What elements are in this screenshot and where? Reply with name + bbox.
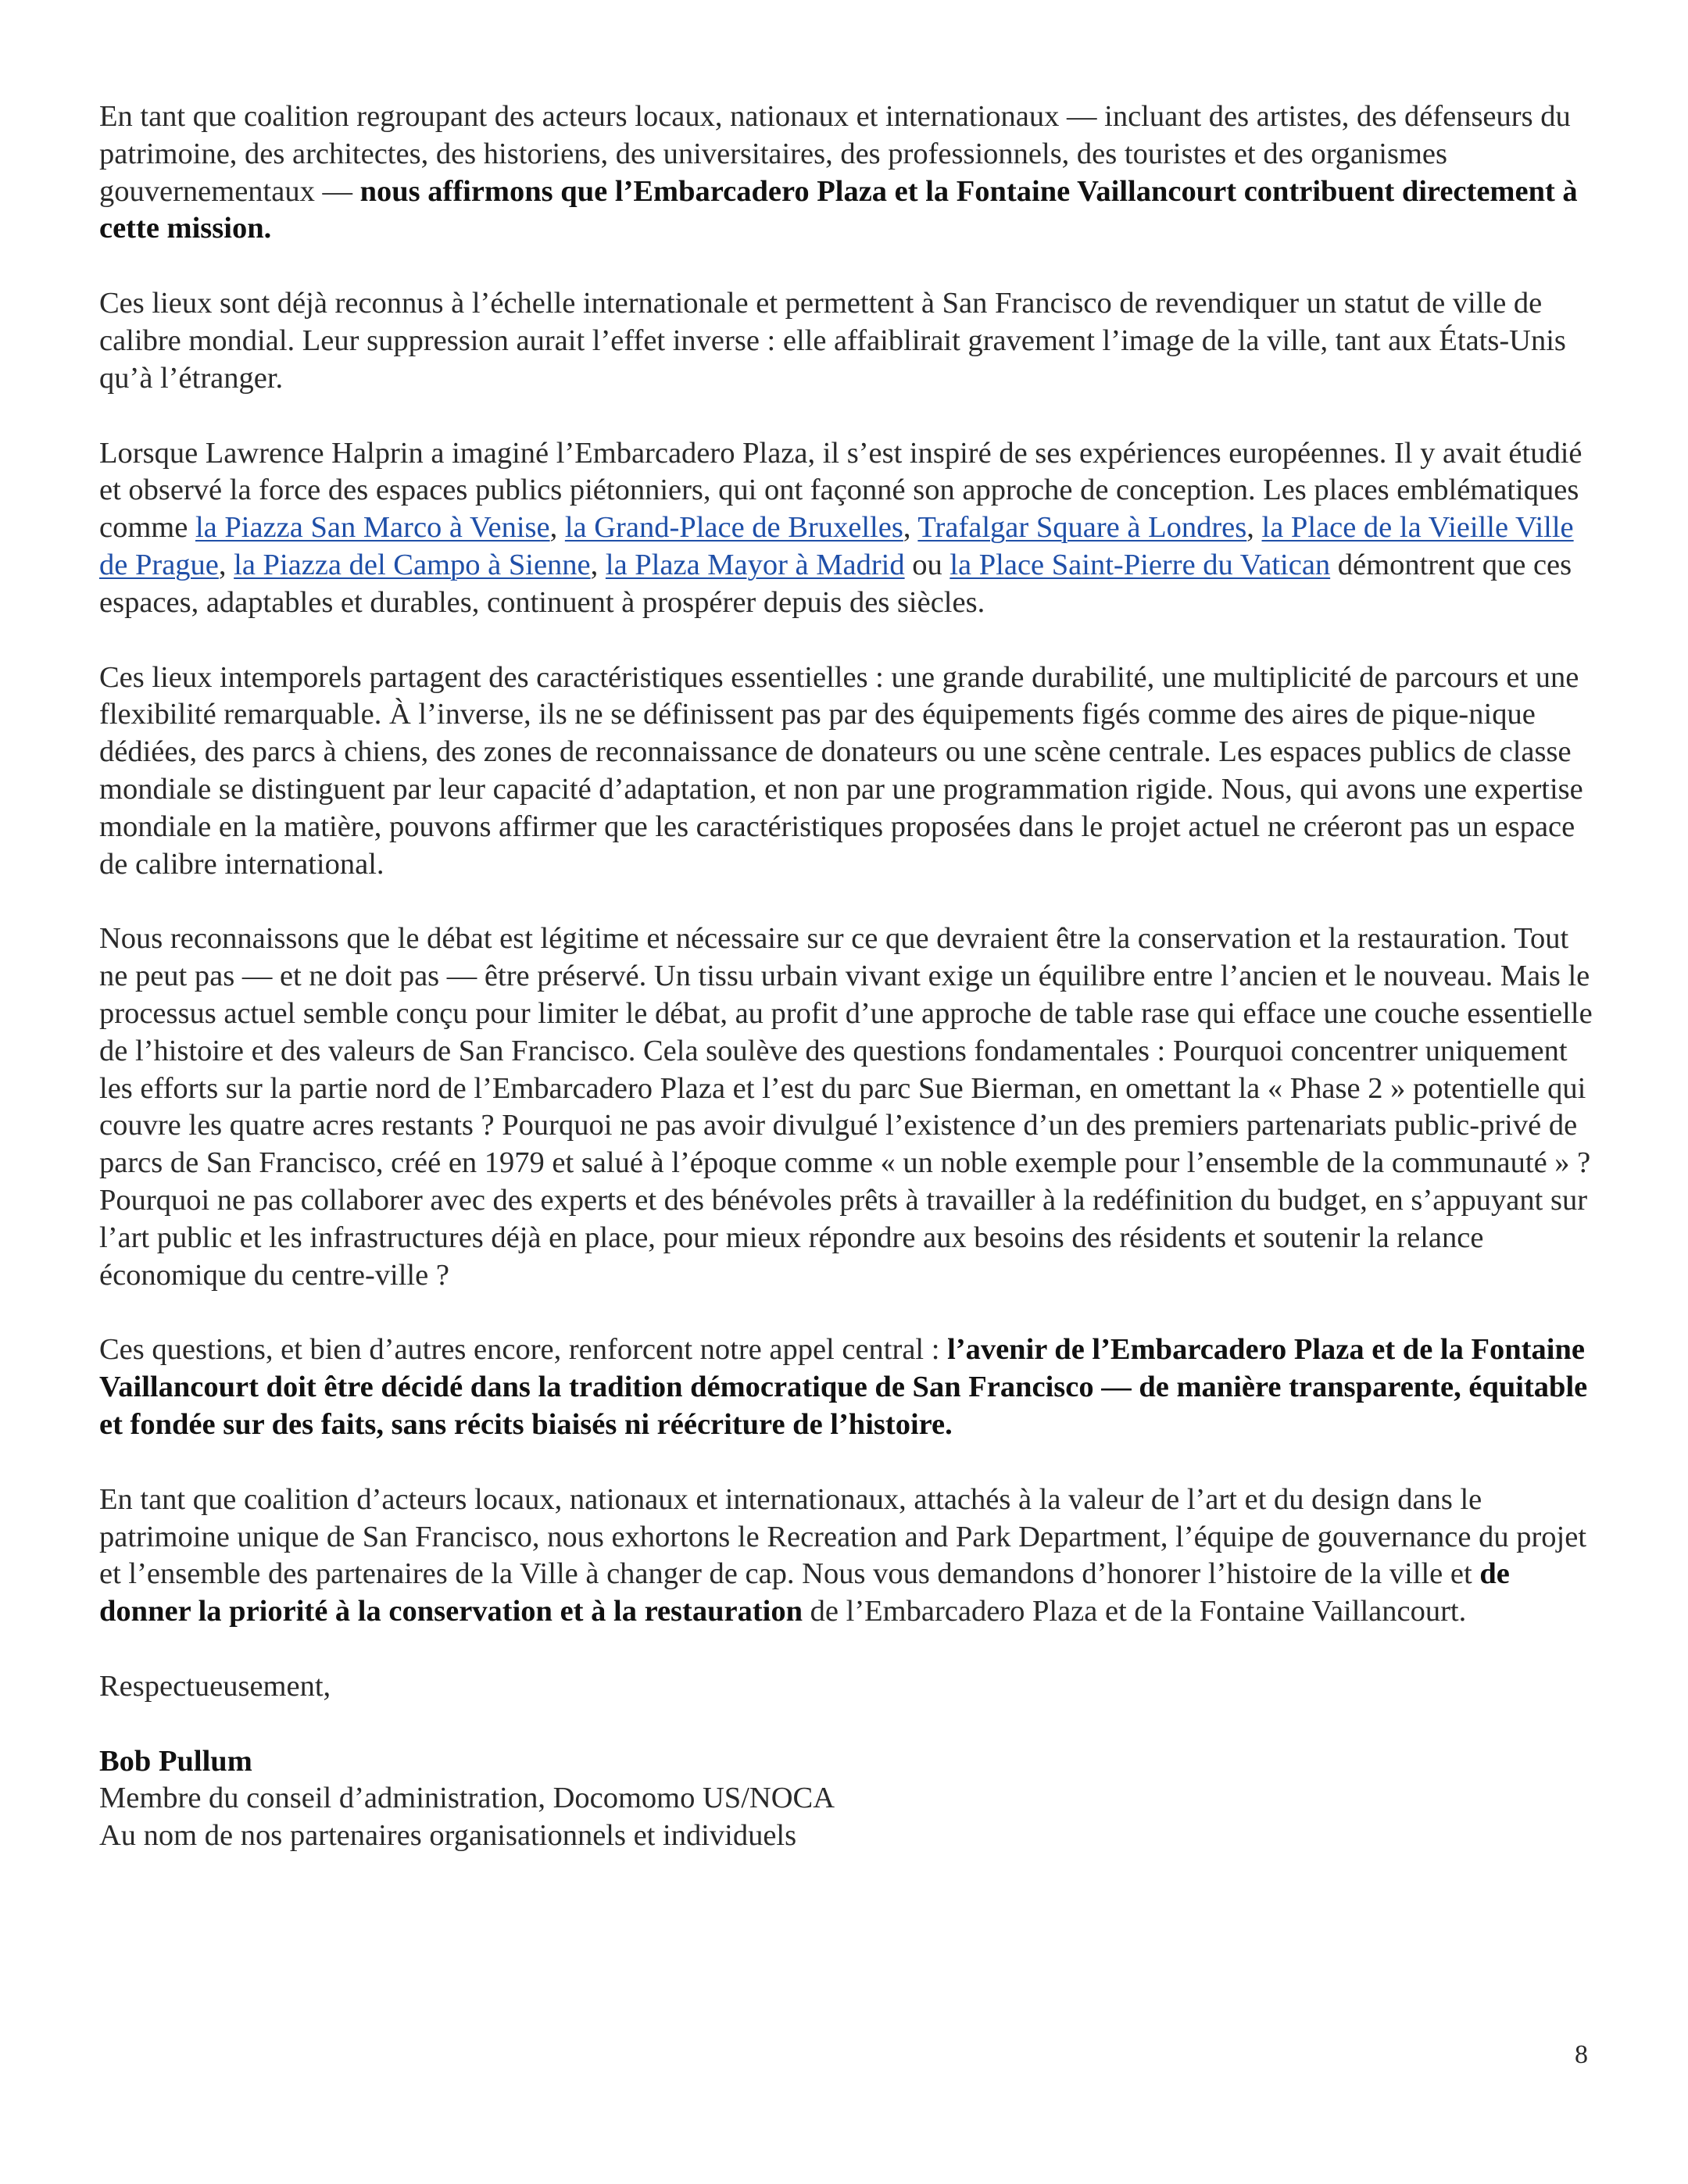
paragraph-text: démontrent que ces espaces, adaptables et durables, continuent à prospérer depuis des siècles.: [99, 548, 1572, 619]
page-number: 8: [1575, 2040, 1588, 2069]
signatory-title: Membre du conseil d’administration, Docomomo US/NOCA: [99, 1782, 835, 1815]
paragraph-legitimate-debate: [99, 920, 1596, 1294]
closing-salutation: Respectueusement,: [99, 1669, 331, 1703]
paragraph-emphasis: nous affirmons que l’Embarcadero Plaza et la Fontaine Vaillancourt contribuent directement à cette mission.: [99, 174, 1578, 245]
signatory-note: Au nom de nos partenaires organisationnels et individuels: [99, 1819, 797, 1853]
paragraph-text: Lorsque Lawrence Halprin a imaginé l’Embarcadero Plaza, il s’est inspiré de ses expériences européennes. Il y avait étudié et observé la force des espaces publics piétonniers, qui ont façonné son approche de conception. Les places emblématiques comme: [99, 436, 1582, 545]
paragraph-text: En tant que coalition d’acteurs locaux, nationaux et internationaux, attachés à la valeur de l’art et du design dans le patrimoine unique de San Francisco, nous exhortons le Recreation and Park Department, l’équipe de gouvernance du projet et l’ensemble des partenaires de la Ville à changer de cap. Nous vous demandons d’honorer l’histoire de la ville et: [99, 1482, 1587, 1591]
link-place-saint-pierre[interactable]: la Place Saint-Pierre du Vatican: [950, 548, 1331, 581]
paragraph-international-recognition: [99, 285, 1596, 397]
link-conjunction: ou: [904, 548, 950, 581]
link-separator: ,: [1246, 511, 1262, 545]
paragraph-text: de l’Embarcadero Plaza et de la Fontaine Vaillancourt.: [803, 1595, 1467, 1628]
link-separator: ,: [218, 548, 234, 581]
paragraph-halprin-inspiration: [99, 435, 1596, 622]
link-piazza-san-marco[interactable]: la Piazza San Marco à Venise: [195, 511, 550, 545]
paragraph-call-to-action: [99, 1482, 1596, 1631]
paragraph-text: Nous reconnaissons que le débat est légitime et nécessaire sur ce que devraient être la conservation et la restauration. Tout ne peut pas — et ne doit pas — être préservé. Un tissu urbain vivant exige un équilibre entre l’ancien et le nouveau. Mais le processus actuel semble conçu pour limiter le débat, au profit d’une approche de table rase qui efface une couche essentielle de l’histoire et des valeurs de San Francisco. Cela soulève des questions fondamentales : Pourquoi concentrer uniquement les efforts sur la partie nord de l’Embarcadero Plaza et l’est du parc Sue Bierman, en omettant la « Phase 2 » potentielle qui couvre les quatre acres restants ? Pourquoi ne pas avoir divulgué l’existence d’un des premiers partenariats public-privé de parcs de San Francisco, créé en 1979 et salué à l’époque comme « un noble exemple pour l’ensemble de la communauté » ? Pourquoi ne pas collaborer avec des experts et des bénévoles prêts à travailler à la redéfinition du budget, en s’appuyant sur l’art public et les infrastructures déjà en place, pour mieux répondre aux besoins des résidents et soutenir la relance économique du centre-ville ?: [99, 922, 1593, 1292]
link-piazza-del-campo[interactable]: la Piazza del Campo à Sienne: [234, 548, 591, 581]
paragraph-text: En tant que coalition regroupant des acteurs locaux, nationaux et internationaux — incluant des artistes, des défenseurs du patrimoine, des architectes, des historiens, des universitaires, des professionnels, des touristes et des organismes gouvernementaux —: [99, 100, 1571, 208]
link-separator: ,: [903, 511, 918, 545]
link-trafalgar-square[interactable]: Trafalgar Square à Londres: [917, 511, 1247, 545]
link-separator: ,: [549, 511, 565, 545]
paragraph-timeless-characteristics: [99, 659, 1596, 884]
link-separator: ,: [590, 548, 606, 581]
link-place-vieille-ville-prague[interactable]: la Place de la Vieille Ville de Prague: [99, 511, 1574, 581]
paragraph-coalition-mission: [99, 98, 1596, 248]
paragraph-emphasis: l’avenir de l’Embarcadero Plaza et de la Fontaine Vaillancourt doit être décidé dans la tradition démocratique de San Francisco — de manière transparente, équitable et fondée sur des faits, sans récits biaisés ni réécriture de l’histoire.: [99, 1333, 1588, 1441]
link-grand-place-bruxelles[interactable]: la Grand-Place de Bruxelles: [564, 511, 903, 545]
link-plaza-mayor-madrid[interactable]: la Plaza Mayor à Madrid: [605, 548, 905, 581]
paragraph-text: Ces lieux intemporels partagent des caractéristiques essentielles : une grande durabilité, une multiplicité de parcours et une flexibilité remarquable. À l’inverse, ils ne se définissent pas par des équipements figés comme des aires de pique-nique dédiées, des parcs à chiens, des zones de reconnaissance de donateurs ou une scène centrale. Les espaces publics de classe mondiale se distinguent par leur capacité d’adaptation, et non par une programmation rigide. Nous, qui avons une expertise mondiale en la matière, pouvons affirmer que les caractéristiques proposées dans le projet actuel ne créeront pas un espace de calibre international.: [99, 660, 1583, 881]
paragraph-central-appeal: [99, 1331, 1596, 1443]
letter-body: [99, 98, 1596, 1855]
signature-block: [99, 1743, 1596, 1855]
paragraph-text: Ces questions, et bien d’autres encore, renforcent notre appel central :: [99, 1333, 948, 1367]
signatory-name: Bob Pullum: [99, 1744, 252, 1778]
paragraph-text: Ces lieux sont déjà reconnus à l’échelle internationale et permettent à San Francisco de revendiquer un statut de ville de calibre mondial. Leur suppression aurait l’effet inverse : elle affaiblirait gravement l’image de la ville, tant aux États-Unis qu’à l’étranger.: [99, 287, 1566, 395]
paragraph-emphasis: de donner la priorité à la conservation et à la restauration: [99, 1557, 1510, 1628]
